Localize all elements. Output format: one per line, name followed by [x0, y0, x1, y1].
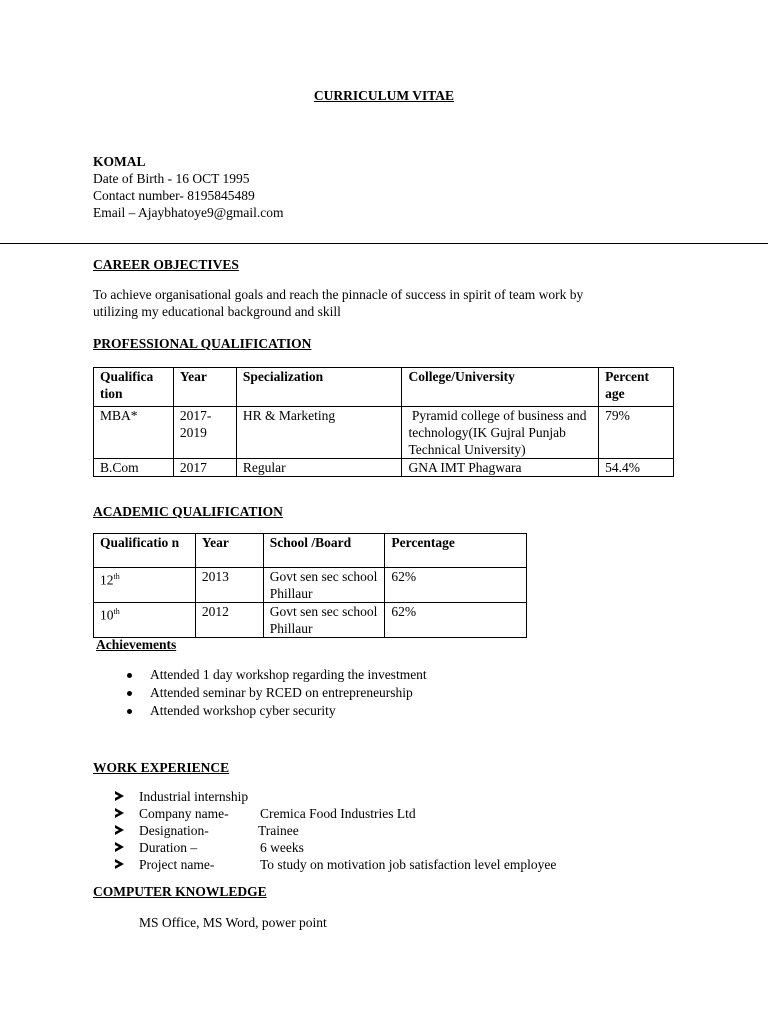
- arrow-bullet-icon: [115, 842, 124, 852]
- computer-knowledge-heading: COMPUTER KNOWLEDGE: [93, 884, 267, 899]
- academic-qualification-heading: ACADEMIC QUALIFICATION: [93, 504, 283, 519]
- list-item: [93, 856, 556, 873]
- list-item: [93, 684, 427, 702]
- email: Email – Ajaybhatoye9@gmail.com: [93, 205, 284, 220]
- work-value: To study on motivation job satisfaction level employee: [260, 857, 557, 872]
- table-cell: 2013: [195, 568, 263, 603]
- header-cell: School /Board: [263, 534, 385, 568]
- arrow-bullet-icon: [115, 825, 124, 835]
- table-cell: 2017: [173, 459, 236, 477]
- table-cell: [94, 568, 196, 603]
- achievement-text: Attended seminar by RCED on entrepreneurship: [150, 685, 413, 700]
- bullet-icon: [127, 673, 132, 678]
- table-cell: HR & Marketing: [236, 407, 402, 459]
- bullet-icon: [127, 709, 132, 714]
- table-cell: GNA IMT Phagwara: [402, 459, 599, 477]
- career-objectives-heading: CAREER OBJECTIVES: [93, 257, 239, 272]
- arrow-bullet-icon: [115, 859, 124, 869]
- list-item: [93, 839, 556, 856]
- work-label: Industrial internship: [139, 789, 249, 804]
- work-value: Trainee: [258, 823, 299, 838]
- grade-suffix: th: [113, 572, 120, 581]
- table-cell: Pyramid college of business and technology(IK Gujral Punjab Technical University): [402, 407, 599, 459]
- table-cell: 54.4%: [599, 459, 674, 477]
- arrow-bullet-icon: [115, 791, 124, 801]
- list-item: [93, 805, 556, 822]
- table-cell: 62%: [385, 603, 527, 638]
- work-label: Company name-: [139, 806, 229, 821]
- career-objectives-text: [93, 286, 583, 320]
- table-cell: 62%: [385, 568, 527, 603]
- work-value: Cremica Food Industries Ltd: [260, 806, 416, 821]
- achievement-text: Attended workshop cyber security: [150, 703, 336, 718]
- table-header-row: [94, 368, 674, 407]
- list-item: [93, 702, 427, 720]
- table-cell: 2012: [195, 603, 263, 638]
- grade-number: 12: [100, 572, 114, 588]
- achievements-heading: Achievements: [96, 637, 177, 652]
- header-cell: Specialization: [236, 368, 402, 407]
- achievements-list: [93, 666, 427, 720]
- date-of-birth: Date of Birth - 16 OCT 1995: [93, 171, 250, 186]
- table-cell: MBA*: [94, 407, 174, 459]
- work-experience-list: [93, 788, 556, 873]
- header-cell: Qualificatio n: [94, 534, 196, 568]
- document-title: CURRICULUM VITAE: [313, 88, 455, 103]
- table-header-row: [94, 534, 527, 568]
- table-row: [94, 603, 527, 638]
- contact-number: Contact number- 8195845489: [93, 188, 255, 203]
- table-cell: Govt sen sec school Phillaur: [263, 568, 385, 603]
- header-cell: Percent age: [599, 368, 674, 407]
- header-cell: Year: [173, 368, 236, 407]
- computer-knowledge-text: MS Office, MS Word, power point: [139, 915, 327, 930]
- work-label: Project name-: [139, 857, 215, 872]
- table-cell: Regular: [236, 459, 402, 477]
- professional-qualification-table: [93, 367, 674, 477]
- table-row: [94, 568, 527, 603]
- work-value: 6 weeks: [260, 840, 304, 855]
- header-cell: Year: [195, 534, 263, 568]
- list-item: [93, 822, 556, 839]
- header-cell: College/University: [402, 368, 599, 407]
- achievement-text: Attended 1 day workshop regarding the investment: [150, 667, 427, 682]
- header-cell: Qualifica tion: [94, 368, 174, 407]
- table-cell: B.Com: [94, 459, 174, 477]
- professional-qualification-heading: PROFESSIONAL QUALIFICATION: [93, 336, 312, 351]
- candidate-name: KOMAL: [93, 154, 146, 169]
- table-cell: [94, 603, 196, 638]
- grade-number: 10: [100, 607, 114, 623]
- list-item: [93, 666, 427, 684]
- personal-info: [93, 153, 284, 221]
- arrow-bullet-icon: [115, 808, 124, 818]
- header-cell: Percentage: [385, 534, 527, 568]
- career-objectives-line: utilizing my educational background and skill: [93, 304, 341, 319]
- academic-qualification-table: [93, 533, 527, 638]
- list-item: [93, 788, 556, 805]
- grade-suffix: th: [113, 607, 120, 616]
- work-experience-heading: WORK EXPERIENCE: [93, 760, 230, 775]
- divider-line: [0, 243, 768, 244]
- table-cell: 79%: [599, 407, 674, 459]
- table-row: [94, 459, 674, 477]
- work-label: Designation-: [139, 823, 209, 838]
- table-cell: Govt sen sec school Phillaur: [263, 603, 385, 638]
- table-cell: 2017- 2019: [173, 407, 236, 459]
- table-row: [94, 407, 674, 459]
- bullet-icon: [127, 691, 132, 696]
- career-objectives-line: To achieve organisational goals and reach the pinnacle of success in spirit of team work by: [93, 287, 584, 302]
- work-label: Duration –: [139, 840, 198, 855]
